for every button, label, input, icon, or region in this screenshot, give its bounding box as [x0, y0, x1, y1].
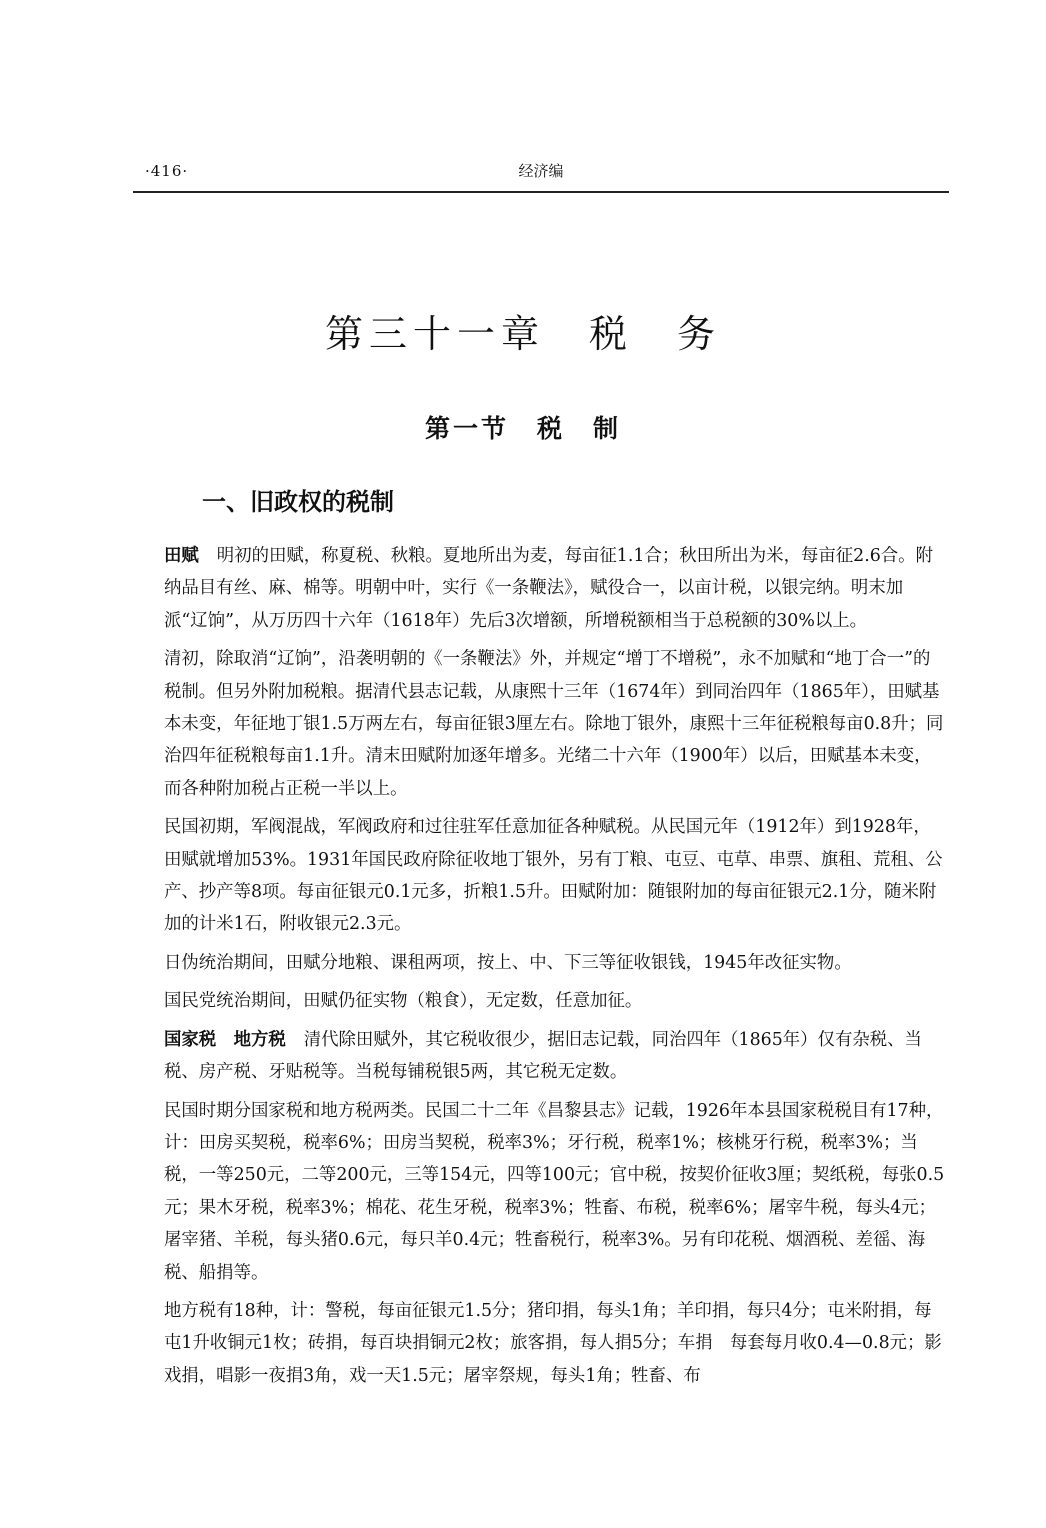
body-text [164, 540, 946, 1398]
paragraph [164, 643, 946, 805]
paragraph-text: 日伪统治期间，田赋分地粮、课租两项，按上、中、下三等征收银钱，1945年改征实物。 [164, 952, 852, 973]
paragraph [164, 811, 946, 941]
paragraph [164, 540, 946, 637]
paragraph [164, 1095, 946, 1289]
paragraph-text: 清初，除取消“辽饷”，沿袭明朝的《一条鞭法》外，并规定“增丁不增税”，永不加赋和“地丁合一”的税制。但另外附加税粮。据清代县志记载，从康熙十三年（1674年）到同治四年（1865年），田赋基本未变，年征地丁银1.5万两左右，每亩征银3厘左右。除地丁银外，康熙十三年征税粮每亩0.8升；同治四年征税粮每亩1.1升。清末田赋附加逐年增多。光绪二十六年（1900年）以后，田赋基本未变，而各种附加税占正税一半以上。 [164, 649, 944, 799]
chapter-title: 第三十一章 税 务 [324, 312, 721, 357]
paragraph [164, 1024, 946, 1089]
paragraph-text: 民国初期，军阀混战，军阀政府和过往驻军任意加征各种赋税。从民国元年（1912年）到1928年，田赋就增加53%。1931年国民政府除征收地丁银外，另有丁粮、屯豆、屯草、串票、旗租、荒租、公产、抄产等8项。每亩征银元0.1元多，折粮1.5升。田赋附加：随银附加的每亩征银元2.1分，随米附加的计米1石，附收银元2.3元。 [164, 817, 943, 935]
running-title: 经济编 [518, 162, 564, 180]
paragraph-text: 国民党统治期间，田赋仍征实物（粮食），无定数，任意加征。 [164, 991, 643, 1012]
paragraph-text: 清代除田赋外，其它税收很少，据旧志记载，同治四年（1865年）仅有杂税、当税、房产税、牙贴税等。当税每铺税银5两，其它税无定数。 [164, 1029, 922, 1083]
paragraph [164, 985, 946, 1017]
paragraph-text: 民国时期分国家税和地方税两类。民国二十二年《昌黎县志》记载，1926年本县国家税税目有17种，计：田房买契税，税率6%；田房当契税，税率3%；牙行税，税率1%；核桃牙行税，税率3%；当税，一等250元，二等200元，三等154元，四等100元；官中税，按契价征收3厘；契纸税，每张0.5元；果木牙税，税率3%；棉花、花生牙税，税率3%；牲畜、布税，税率6%；屠宰牛税，每头4元；屠宰猪、羊税，每头猪0.6元，每只羊0.4元；牲畜税行，税率3%。另有印花税、烟酒税、差徭、海税、船捐等。 [164, 1100, 945, 1283]
paragraph-text: 明初的田赋，称夏税、秋粮。夏地所出为麦，每亩征1.1合；秋田所出为米，每亩征2.6合。附纳品目有丝、麻、棉等。明朝中叶，实行《一条鞭法》，赋役合一，以亩计税，以银完纳。明末加派“辽饷”，从万历四十六年（1618年）先后3次增额，所增税额相当于总税额的30%以上。 [164, 546, 933, 631]
paragraph [164, 1295, 946, 1392]
paragraph-lead: 田赋 [164, 546, 199, 566]
page-number: ·416· [145, 162, 189, 180]
section-title: 第一节 税 制 [424, 413, 621, 443]
paragraph [164, 947, 946, 979]
paragraph-lead: 国家税 地方税 [164, 1029, 286, 1050]
header-rule [133, 191, 949, 193]
paragraph-text: 地方税有18种，计：警税，每亩征银元1.5分；猪印捐，每头1角；羊印捐，每只4分；屯米附捐，每屯1升收铜元1枚；砖捐，每百块捐铜元2枚；旅客捐，每人捐5分；车捐 每套每月收0.4—0.8元；影戏捐，唱影一夜捐3角，戏一天1.5元；屠宰祭规，每头1角；牲畜、布 [164, 1300, 942, 1386]
page-header [133, 158, 949, 194]
subsection-title: 一、旧政权的税制 [202, 488, 394, 516]
